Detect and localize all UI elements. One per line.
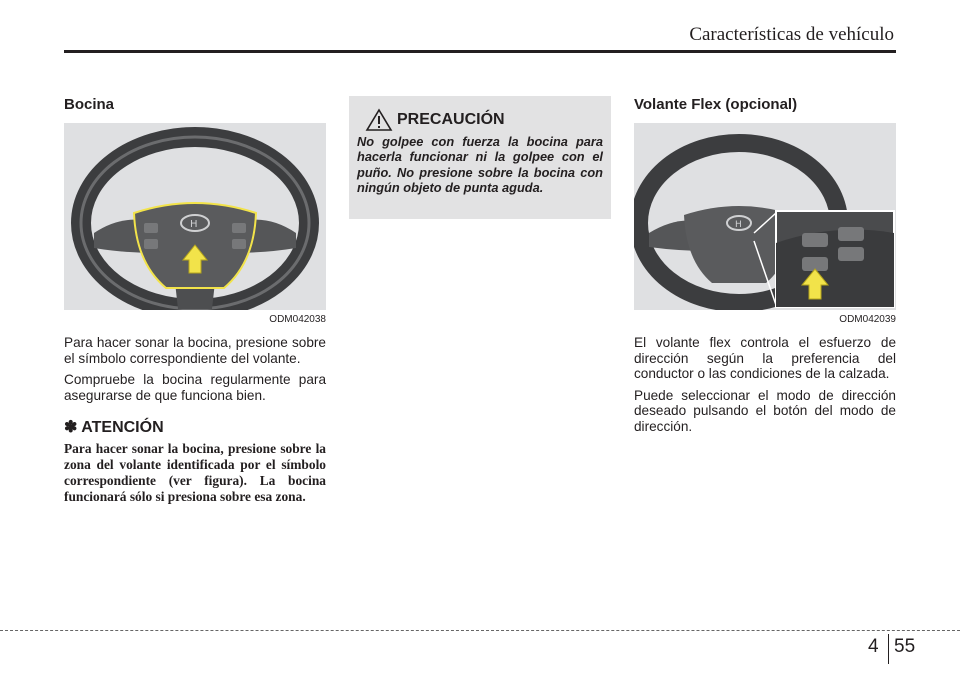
footer-dashed-rule bbox=[0, 630, 960, 631]
svg-text:H: H bbox=[735, 220, 742, 230]
flex-steering-paragraph-1: El volante flex controla el esfuerzo de dirección según la preferencia del conductor o las condiciones de la calzada. bbox=[634, 335, 896, 382]
flex-steering-wheel-illustration bbox=[634, 123, 896, 310]
steering-wheel-horn-illustration bbox=[64, 123, 326, 310]
page-number-separator bbox=[888, 634, 889, 664]
flex-steering-figure bbox=[634, 123, 896, 310]
horn-figure bbox=[64, 123, 326, 310]
caution-title: PRECAUCIÓN bbox=[397, 111, 505, 128]
header-rule bbox=[64, 50, 896, 53]
flex-steering-figure-code: ODM042039 bbox=[839, 314, 896, 325]
attention-title: ✽ ATENCIÓN bbox=[64, 419, 164, 437]
caution-box bbox=[349, 96, 611, 219]
page-number: 55 bbox=[894, 636, 916, 657]
chapter-number: 4 bbox=[868, 636, 879, 657]
middle-column bbox=[349, 96, 611, 219]
svg-text:H: H bbox=[190, 219, 198, 230]
flex-steering-section-title: Volante Flex (opcional) bbox=[634, 96, 798, 113]
left-column bbox=[64, 96, 326, 505]
caution-header bbox=[365, 108, 603, 132]
page-header-title: Características de vehículo bbox=[689, 24, 894, 45]
horn-figure-code: ODM042038 bbox=[269, 314, 326, 325]
caution-text: No golpee con fuerza la bocina para hacerla funcionar ni la golpee con el puño. No presione sobre la bocina con ningún objeto de punta aguda. bbox=[357, 134, 603, 196]
warning-triangle-icon bbox=[365, 108, 393, 132]
flex-steering-paragraph-2: Puede seleccionar el modo de dirección deseado pulsando el botón del modo de dirección. bbox=[634, 387, 896, 434]
horn-section-title: Bocina bbox=[64, 96, 115, 113]
horn-paragraph-2: Compruebe la bocina regularmente para asegurarse de que funciona bien. bbox=[64, 372, 326, 403]
horn-paragraph-1: Para hacer sonar la bocina, presione sobre el símbolo correspondiente del volante. bbox=[64, 335, 326, 366]
attention-text: Para hacer sonar la bocina, presione sobre la zona del volante identificada por el símbolo correspondiente (ver figura). La bocina funcionará sólo si presiona sobre esa zona. bbox=[64, 441, 326, 505]
right-column bbox=[634, 96, 896, 441]
